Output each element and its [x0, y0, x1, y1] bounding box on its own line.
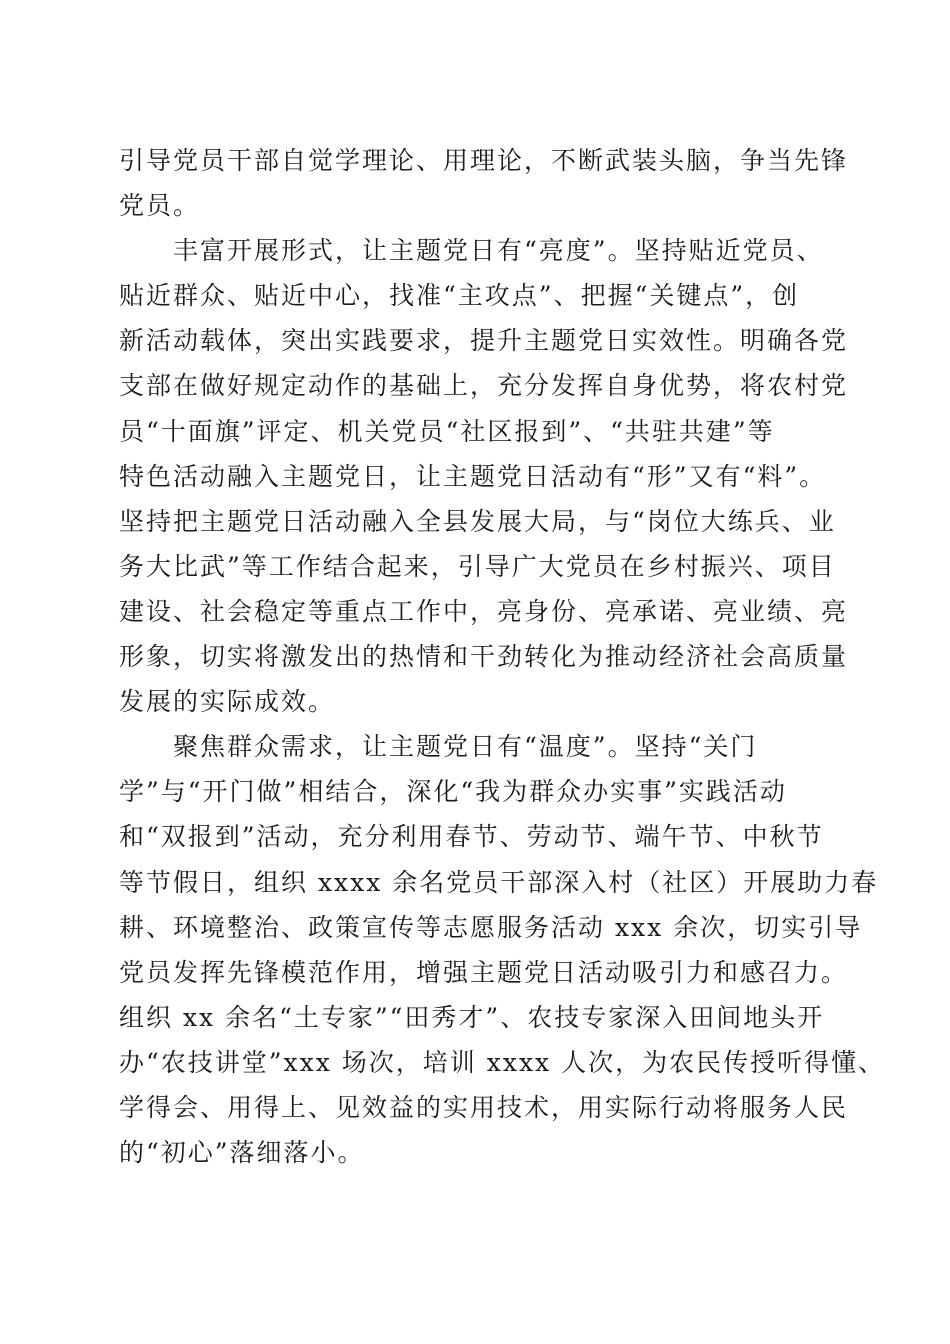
text-line: 学”与“开门做”相结合，深化“我为群众办实事”实践活动	[119, 777, 787, 807]
text-line: 支部在做好规定动作的基础上，充分发挥自身优势，将农村党	[119, 371, 849, 401]
text-line: 发展的实际成效。	[119, 687, 336, 717]
text-line: 形象，切实将激发出的热情和干劲转化为推动经济社会高质量	[119, 642, 849, 672]
text-line: 组织 xx 余名“土专家”“田秀才”、农技专家深入田间地头开	[119, 1002, 825, 1032]
paragraph-2	[119, 228, 849, 724]
paragraph-1	[119, 138, 849, 228]
text-line: 的“初心”落细落小。	[119, 1138, 365, 1168]
text-line: 学得会、用得上、见效益的实用技术，用实际行动将服务人民	[119, 1092, 849, 1122]
text-line: 办“农技讲堂”xxx 场次，培训 xxxx 人次，为农民传授听得懂、	[119, 1047, 886, 1077]
text-line: 贴近群众、贴近中心，找准“主攻点”、把握“关键点”，创	[119, 281, 800, 311]
text-line: 和“双报到”活动，充分利用春节、劳动节、端午节、中秋节	[119, 822, 824, 852]
text-line: 建设、社会稳定等重点工作中，亮身份、亮承诺、亮业绩、亮	[119, 596, 849, 626]
document-body	[119, 138, 886, 1175]
text-line: 特色活动融入主题党日，让主题党日活动有“形”又有“料”。	[119, 461, 827, 491]
text-line: 党员。	[119, 191, 201, 221]
text-line: 等节假日，组织 xxxx 余名党员干部深入村（社区）开展助力春	[119, 867, 879, 897]
text-line: 党员发挥先锋模范作用，增强主题党日活动吸引力和感召力。	[119, 957, 849, 987]
text-line: 新活动载体，突出实践要求，提升主题党日实效性。明确各党	[119, 326, 849, 356]
text-line: 员“十面旗”评定、机关党员“社区报到”、“共驻共建”等	[119, 416, 775, 446]
text-line: 耕、环境整治、政策宣传等志愿服务活动 xxx 余次，切实引导	[119, 912, 863, 942]
paragraph-3	[119, 724, 886, 1175]
text-line: 丰富开展形式，让主题党日有“亮度”。坚持贴近党员、	[119, 236, 824, 266]
text-line: 引导党员干部自觉学理论、用理论，不断武装头脑，争当先锋	[119, 146, 849, 175]
text-line: 务大比武”等工作结合起来，引导广大党员在乡村振兴、项目	[119, 551, 836, 581]
text-line: 坚持把主题党日活动融入全县发展大局，与“岗位大练兵、业	[119, 506, 836, 536]
text-line: 聚焦群众需求，让主题党日有“温度”。坚持“关门	[119, 732, 758, 762]
